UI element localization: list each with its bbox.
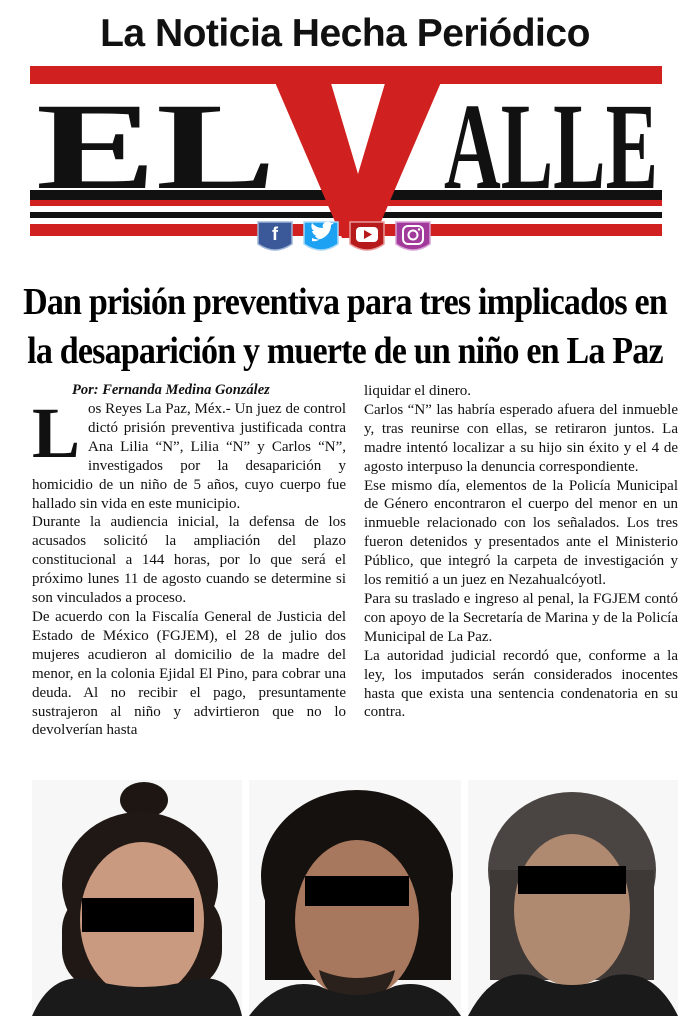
instagram-icon[interactable] [396, 222, 430, 250]
svg-text:EL: EL [36, 78, 276, 215]
paragraph-6: Para su traslado e ingreso al penal, la FGJEM contó con apoyo de la Secretaría de Marina y de la Policía Municipal de La Paz. [364, 590, 678, 645]
svg-text:ALLE: ALLE [444, 78, 658, 215]
article-column-right [364, 382, 678, 722]
article-column-left [32, 393, 346, 740]
twitter-icon[interactable] [304, 222, 338, 251]
masthead-logo [30, 62, 662, 252]
paragraph-2: Durante la audiencia inicial, la defensa de los acusados solicitó la ampliación del plazo constitucional a 144 horas, por lo que será el próximo lunes 11 de agosto cuando se determine si son vinculados a proceso. [32, 514, 346, 607]
paragraph-1-text: os Reyes La Paz, Méx.- Un juez de control dictó prisión preventiva justificada contra Ana Lilia “N”, Lilia “N” y Carlos “N”, investigados por la desaparición y homicidio de un niño de 5 años, cuyo cuerpo fue hallado sin vida en este municipio. [32, 401, 346, 512]
headline-line-1: Dan prisión preventiva para tres implicados en [23, 281, 667, 323]
paragraph-1 [32, 393, 346, 513]
article-headline [18, 278, 672, 377]
paragraph-5: Ese mismo día, elementos de la Policía Municipal de Género encontraron el cuerpo del menor en un inmueble relacionado con los señalados. Los tres fueron detenidos y presentados ante el Ministerio Público, que integró la carpeta de investigación y los remitió a un juez en Nezahualcóyotl. [364, 477, 678, 589]
paragraph-7: La autoridad judicial recordó que, conforme a la ley, los imputados serán considerados inocentes hasta que exista una sentencia condenatoria en su contra. [364, 647, 678, 721]
facebook-icon[interactable] [258, 222, 292, 250]
paragraph-3-continued: liquidar el dinero. [364, 383, 472, 399]
youtube-icon[interactable] [350, 222, 384, 250]
suspects-photo-strip [32, 780, 678, 1016]
svg-text:f: f [272, 224, 278, 244]
suspect-photo-3 [468, 780, 678, 1016]
byline: Por: Fernanda Medina González [72, 382, 270, 398]
suspect-photo-1 [32, 780, 242, 1016]
headline-line-2: la desaparición y muerte de un niño en La Paz [27, 330, 663, 373]
tagline: La Noticia Hecha Periódico [100, 12, 590, 55]
suspect-photo-2 [249, 780, 461, 1016]
paragraph-4: Carlos “N” las habría esperado afuera del inmueble y, tras reunirse con ellas, se retiraron juntos. La madre intentó localizar a su hijo sin éxito y el 4 de agosto interpuso la denuncia correspondiente. [364, 401, 678, 475]
paragraph-3: De acuerdo con la Fiscalía General de Justicia del Estado de México (FGJEM), el 28 de julio dos mujeres acudieron al domicilio de la madre del menor, en la colonia Ejidal El Pino, para cobrar una deuda. Al no recibir el pago, presuntamente sustrajeron al niño y advirtieron que no lo devolverían hasta [32, 608, 346, 739]
drop-cap: L [32, 393, 81, 473]
